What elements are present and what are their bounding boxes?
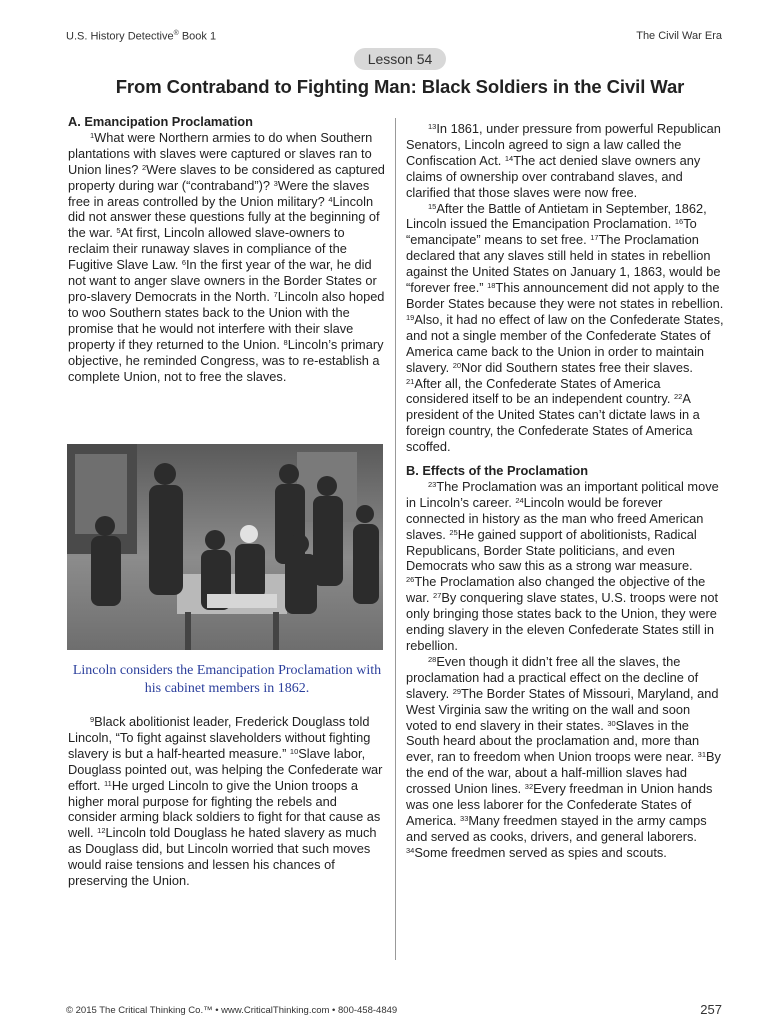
sentence: Many freedmen stayed in the army camps and served as cooks, drivers, and general laborers.	[406, 812, 707, 844]
sentence-number: 23	[428, 479, 437, 489]
page-title: From Contraband to Fighting Man: Black Soldiers in the Civil War	[115, 76, 685, 97]
sentence-number: 32	[524, 782, 534, 792]
left-column-top	[68, 114, 386, 384]
sentence-number: 28	[428, 654, 437, 664]
sentence-number: 15	[428, 201, 437, 211]
paragraph	[68, 714, 386, 889]
sentence: In 1861, under pressure from powerful Republican Senators, Lincoln agreed to sign a law called the Confiscation Act.	[406, 121, 721, 168]
era-label: The Civil War Era	[636, 30, 722, 42]
sentence-number: 4	[328, 194, 333, 204]
sentence: A president of the United States can’t dictate laws in a foreign country, the Confederate States of America scoffed.	[406, 391, 700, 455]
sentence: The act denied slave owners any claims of ownership over contraband slaves, and clarified that those slaves were now free.	[406, 152, 701, 200]
sentence-number: 26	[406, 575, 415, 585]
sentence-number: 7	[273, 289, 278, 299]
sentence: The Proclamation also changed the objective of the war.	[406, 574, 706, 606]
book-title: U.S. History Detective® Book 1	[66, 30, 217, 43]
sentence: Some freedmen served as spies and scouts.	[414, 844, 667, 860]
sentence-number: 17	[590, 233, 599, 243]
sentence: Lincoln’s primary objective, he reminded Congress, was to re-establish a complete Union, not to free the slaves.	[68, 336, 384, 384]
image-caption: Lincoln considers the Emancipation Proclamation with his cabinet members in 1862.	[72, 663, 382, 696]
paragraph	[406, 654, 724, 861]
paragraph	[406, 121, 724, 201]
lesson-badge: Lesson 54	[354, 48, 446, 70]
section-b-heading: B. Effects of the Proclamation	[406, 463, 589, 479]
sentence: This announcement did not apply to the Border States because they were not states in rebellion.	[406, 280, 724, 311]
sentence: Nor did Southern states free their slaves.	[461, 359, 693, 375]
sentence: Were slaves to be considered as captured property during war (“contraband”)?	[68, 161, 385, 193]
section-a-heading: A. Emancipation Proclamation	[68, 114, 253, 129]
sentence-number: 9	[90, 715, 95, 724]
column-divider	[395, 118, 396, 960]
sentence: Were the slaves free in areas controlled by the Union military?	[68, 177, 370, 209]
sentence-number: 6	[181, 258, 186, 268]
sentence-number: 25	[449, 527, 458, 537]
sentence-number: 3	[273, 178, 278, 188]
sentence-number: 11	[104, 778, 112, 788]
sentence-number: 12	[97, 826, 106, 836]
right-column	[406, 121, 724, 861]
paragraph	[406, 201, 724, 456]
sentence-number: 8	[283, 337, 288, 347]
sentence-number: 16	[674, 217, 684, 227]
sentence: He urged Lincoln to give the Union troops a higher moral purpose for fighting the rebels and consider arming black soldiers to fight for that cause as well.	[68, 777, 381, 841]
sentence: Lincoln told Douglass he hated slavery as much as Douglass did, but Lincoln worried that such moves would raise tensions and lessen his chances of preserving the Union.	[68, 825, 377, 889]
sentence: By the end of the war, about a half-million slaves had crossed Union lines.	[406, 749, 721, 797]
sentence: Lincoln would be forever connected in history as the man who freed American slaves.	[406, 494, 704, 542]
sentence-number: 19	[406, 312, 415, 322]
copyright-footer: © 2015 The Critical Thinking Co.™ • www.CriticalThinking.com • 800-458-4849	[66, 1005, 398, 1016]
sentence: Slaves in the South heard about the proclamation and, more than ever, ran to freedom when Union troops were near.	[406, 717, 700, 765]
sentence-number: 14	[504, 153, 514, 163]
sentence-number: 29	[452, 686, 462, 696]
sentence-number: 30	[607, 718, 616, 728]
sentence-number: 13	[428, 122, 437, 131]
sentence-number: 22	[673, 392, 683, 402]
sentence: Even though it didn’t free all the slaves, the proclamation had a practical effect on the decline of slavery.	[406, 653, 699, 701]
sentence: Also, it had no effect of law on the Confederate States, and not a single member of the Confederate States of America came back to the Union in order to maintain slavery.	[406, 311, 724, 375]
paragraph	[68, 130, 386, 385]
sentence-number: 2	[141, 162, 147, 172]
margin-watermark	[752, 230, 762, 770]
sentence-number: 31	[697, 750, 706, 760]
cabinet-painting-image	[67, 444, 383, 650]
sentence: Black abolitionist leader, Frederick Douglass told Lincoln, “To fight against slaveholders without fighting slavery is but a half-hearted measure.”	[68, 714, 371, 761]
sentence-number: 33	[460, 813, 469, 823]
sentence: Slave labor, Douglass pointed out, was helping the Confederate war effort.	[68, 745, 383, 793]
sentence-number: 1	[90, 130, 95, 140]
sentence: By conquering slave states, U.S. troops were not only bringing those states back to the Union, they were ending slavery in the eleven Confederate States still in rebellion.	[406, 590, 719, 653]
sentence: Lincoln also hoped to woo Southern states back to the Union with the promise that he would not interfere with their slave property if they returned to the Union.	[68, 288, 385, 352]
sentence-number: 18	[487, 281, 496, 291]
sentence: After the Battle of Antietam in September, 1862, Lincoln issued the Emancipation Proclamation.	[406, 200, 707, 232]
sentence-number: 10	[289, 746, 299, 756]
sentence: At first, Lincoln allowed slave-owners to reclaim their runaway slaves in compliance of the Fugitive Slave Law.	[68, 225, 347, 273]
sentence-number: 34	[406, 845, 415, 855]
sentence-number: 24	[515, 495, 524, 505]
sentence: To “emancipate” means to set free.	[406, 216, 697, 248]
sentence: The Border States of Missouri, Maryland, and West Virginia saw the writing on the wall and soon voted to end slavery in their states.	[406, 685, 719, 733]
sentence: After all, the Confederate States of America considered itself to be an independent country.	[406, 375, 674, 407]
sentence-number: 21	[406, 376, 415, 386]
sentence: The Proclamation declared that any slaves still held in states in rebellion against the United States on January 1, 1863, would be “forever free.”	[406, 232, 721, 296]
paragraph	[406, 479, 724, 654]
sentence: He gained support of abolitionists, Radical Republicans, Border State politicians, and even Democrats who saw this as a strong war measure.	[406, 526, 697, 574]
sentence: The Proclamation was an important political move in Lincoln’s career.	[406, 478, 719, 510]
sentence: What were Northern armies to do when Southern plantations with slaves were captured or slaves ran to Union lines?	[68, 129, 373, 177]
sentence-number: 20	[452, 360, 462, 370]
sentence: Lincoln did not answer these questions fully at the beginning of the war.	[68, 193, 380, 241]
left-column-bottom	[68, 714, 386, 889]
page-number: 257	[700, 1002, 722, 1017]
sentence-number: 5	[116, 226, 121, 236]
sentence-number: 27	[433, 591, 442, 601]
sentence: In the first year of the war, he did not want to anger slave owners in the Border States or pro-slavery Democrats in the North.	[68, 257, 377, 304]
sentence: Every freedman in Union hands was one less laborer for the Confederate States of America.	[406, 781, 713, 828]
